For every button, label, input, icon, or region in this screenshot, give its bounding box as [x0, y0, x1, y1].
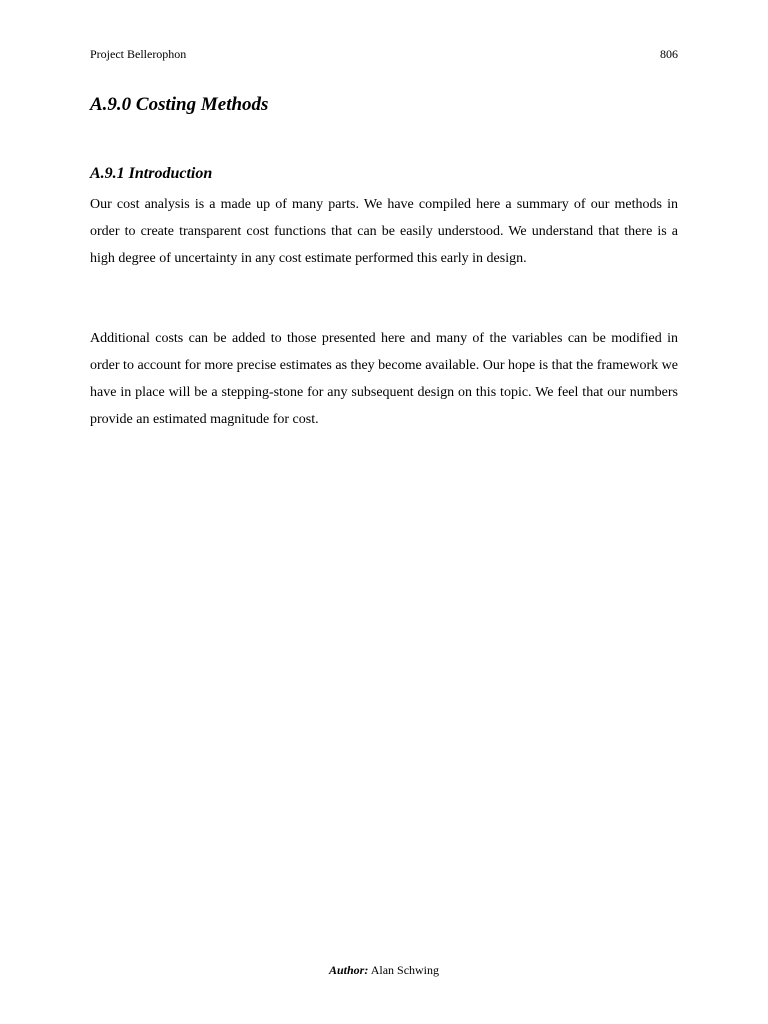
page-header — [90, 46, 678, 62]
project-name: Project Bellerophon — [90, 47, 187, 61]
section-title: A.9.0 Costing Methods — [90, 94, 269, 115]
page-number: 806 — [660, 47, 678, 61]
intro-paragraph-2: Additional costs can be added to those presented here and many of the variables can be modified in order to account for more precise estimates as they become available. Our hope is that the framework we have in place will be a stepping-stone for any subsequent design on this topic. We feel that our numbers provide an estimated magnitude for cost. — [90, 331, 678, 427]
page-footer — [0, 962, 768, 978]
author-label: Author: — [328, 963, 369, 977]
author-name: Alan Schwing — [370, 963, 440, 977]
subsection-title: A.9.1 Introduction — [90, 165, 213, 182]
intro-paragraph-1: Our cost analysis is a made up of many parts. We have compiled here a summary of our methods in order to create transparent cost functions that can be easily understood. We understand that there is a high degree of uncertainty in any cost estimate performed this early in design. — [90, 197, 678, 266]
